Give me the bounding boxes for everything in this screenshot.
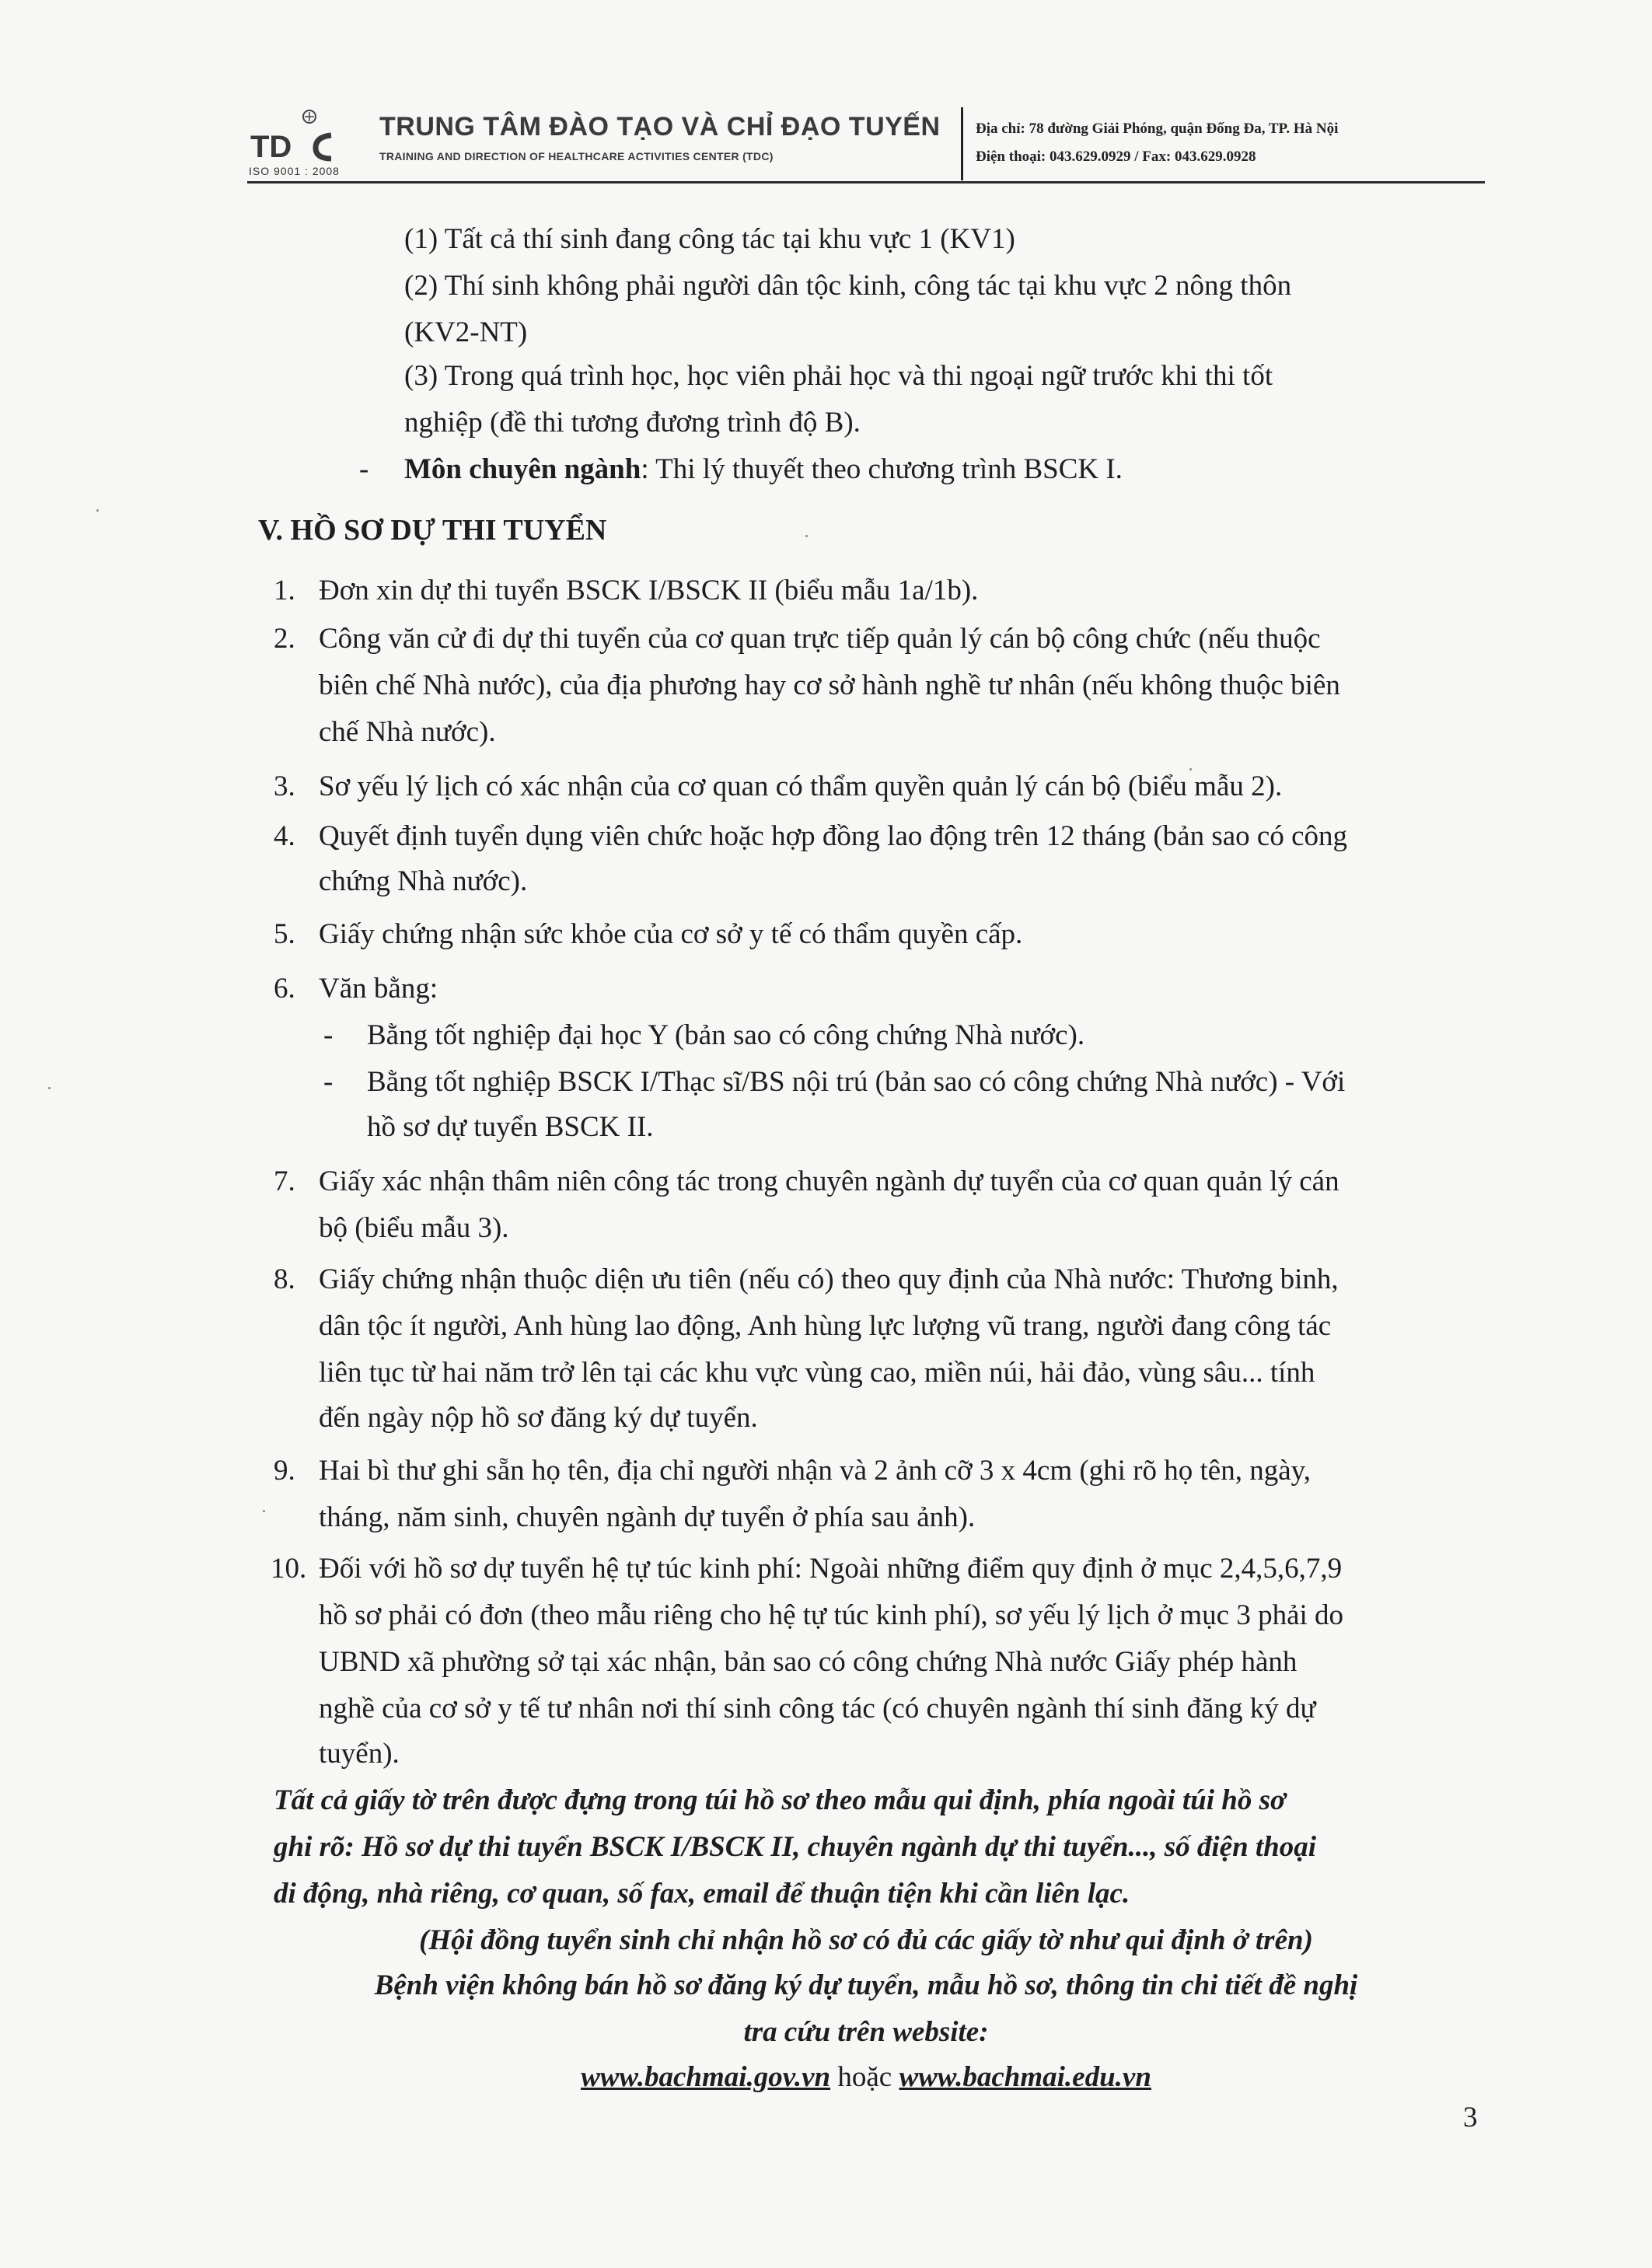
item-number: 1. <box>274 575 295 606</box>
note-1: (1) Tất cả thí sinh đang công tác tại khu vực 1 (KV1) <box>404 223 1015 255</box>
item-number: 10. <box>271 1553 307 1585</box>
item-8-line: dân tộc ít người, Anh hùng lao động, Anh hùng lực lượng vũ trang, người đang công tác <box>319 1310 1332 1342</box>
header-divider <box>961 107 963 180</box>
item-8-line: liên tục từ hai năm trở lên tại các khu vực vùng cao, miền núi, hải đảo, vùng sâu... tính <box>319 1357 1315 1389</box>
item-10-line: Đối với hồ sơ dự tuyển hệ tự túc kinh phí: Ngoài những điểm quy định ở mục 2,4,5,6,7,9 <box>319 1553 1343 1585</box>
degree-1: Bằng tốt nghiệp đại học Y (bản sao có công chứng Nhà nước). <box>367 1019 1085 1051</box>
closing-line-5: Bệnh viện không bán hồ sơ đăng ký dự tuyển, mẫu hồ sơ, thông tin chi tiết đề nghị <box>374 1969 1358 2001</box>
website-or: hoặc <box>830 2061 899 2093</box>
tdc-logo <box>247 106 364 176</box>
item-number: 5. <box>274 918 295 950</box>
phone-fax: Điện thoại: 043.629.0929 / Fax: 043.629.0928 <box>976 149 1256 165</box>
item-5-line: Giấy chứng nhận sức khỏe của cơ sở y tế có thẩm quyền cấp. <box>319 918 1023 950</box>
item-7-line: Giấy xác nhận thâm niên công tác trong chuyên ngành dự tuyển của cơ quan quản lý cán <box>319 1165 1339 1197</box>
item-number: 4. <box>274 820 295 852</box>
item-9-line: tháng, năm sinh, chuyên ngành dự tuyển ở phía sau ảnh). <box>319 1501 976 1533</box>
closing-line-2: ghi rõ: Hồ sơ dự thi tuyển BSCK I/BSCK II, chuyên ngành dự thi tuyển..., số điện thoại <box>274 1831 1317 1863</box>
website-line <box>247 2060 1485 2095</box>
specialty-subject <box>404 453 1123 487</box>
item-10-line: nghề của cơ sở y tế tư nhân nơi thí sinh công tác (có chuyên ngành thí sinh đăng ký dự <box>319 1693 1316 1725</box>
degree-2-line-2: hồ sơ dự tuyển BSCK II. <box>367 1111 654 1143</box>
section-title: V. HỒ SƠ DỰ THI TUYỂN <box>258 514 607 547</box>
specialty-text: : Thi lý thuyết theo chương trình BSCK I. <box>641 453 1123 485</box>
item-3-line: Sơ yếu lý lịch có xác nhận của cơ quan có thẩm quyền quản lý cán bộ (biểu mẫu 2). <box>319 771 1283 802</box>
svg-text:TD: TD <box>250 130 292 164</box>
page-number: 3 <box>1463 2102 1478 2133</box>
note-3-line-1: (3) Trong quá trình học, học viên phải học và thi ngoại ngữ trước khi thi tốt <box>404 360 1273 392</box>
item-10-line: tuyển). <box>319 1738 400 1770</box>
item-number: 2. <box>274 623 295 655</box>
item-number: 6. <box>274 973 295 1005</box>
closing-line-3: di động, nhà riêng, cơ quan, số fax, email để thuận tiện khi cần liên lạc. <box>274 1878 1130 1910</box>
item-number: 7. <box>274 1165 295 1197</box>
item-1-line: Đơn xin dự thi tuyển BSCK I/BSCK II (biểu mẫu 1a/1b). <box>319 575 979 606</box>
item-10-line: UBND xã phường sở tại xác nhận, bản sao có công chứng Nhà nước Giấy phép hành <box>319 1646 1298 1678</box>
item-2-line: chế Nhà nước). <box>319 716 496 748</box>
item-7-line: bộ (biểu mẫu 3). <box>319 1212 509 1244</box>
bullet-dash: - <box>359 453 369 485</box>
scan-speck <box>263 1510 265 1512</box>
item-2-line: biên chế Nhà nước), của địa phương hay cơ sở hành nghề tư nhân (nếu không thuộc biên <box>319 669 1340 701</box>
closing-line-4: (Hội đồng tuyển sinh chỉ nhận hồ sơ có đủ các giấy tờ như qui định ở trên) <box>419 1924 1313 1956</box>
organization-name <box>379 112 941 162</box>
iso-certification: ISO 9001 : 2008 <box>249 165 340 177</box>
bullet-dash: - <box>323 1019 334 1051</box>
item-8-line: đến ngày nộp hồ sơ đăng ký dự tuyển. <box>319 1402 758 1434</box>
header-rule <box>247 181 1485 183</box>
scan-speck <box>96 509 99 512</box>
closing-line-6: tra cứu trên website: <box>743 2016 989 2048</box>
item-number: 8. <box>274 1263 295 1295</box>
note-2-line-2: (KV2-NT) <box>404 316 528 348</box>
letterhead <box>247 101 1485 182</box>
item-6-line: Văn bằng: <box>319 973 438 1005</box>
closing-line-1: Tất cả giấy tờ trên được đựng trong túi hồ sơ theo mẫu qui định, phía ngoài túi hồ sơ <box>274 1784 1286 1816</box>
note-2-line-1: (2) Thí sinh không phải người dân tộc kinh, công tác tại khu vực 2 nông thôn <box>404 270 1292 302</box>
org-name-vietnamese: TRUNG TÂM ĐÀO TẠO VÀ CHỈ ĐẠO TUYẾN <box>379 112 941 142</box>
org-name-english: TRAINING AND DIRECTION OF HEALTHCARE ACTIVITIES CENTER (TDC) <box>379 150 774 162</box>
item-4-line: chứng Nhà nước). <box>319 865 528 897</box>
website-link-gov[interactable]: www.bachmai.gov.vn <box>581 2061 831 2093</box>
item-8-line: Giấy chứng nhận thuộc diện ưu tiên (nếu có) theo quy định của Nhà nước: Thương binh, <box>319 1263 1339 1295</box>
degree-2-line-1: Bằng tốt nghiệp BSCK I/Thạc sĩ/BS nội trú (bản sao có công chứng Nhà nước) - Với <box>367 1066 1346 1098</box>
address: Địa chỉ: 78 đường Giải Phóng, quận Đống Đa, TP. Hà Nội <box>976 121 1339 137</box>
item-9-line: Hai bì thư ghi sẵn họ tên, địa chỉ người nhận và 2 ảnh cỡ 3 x 4cm (ghi rõ họ tên, ngày, <box>319 1455 1311 1487</box>
note-3-line-2: nghiệp (đề thi tương đương trình độ B). <box>404 407 861 439</box>
bullet-dash: - <box>323 1066 334 1098</box>
item-10-line: hồ sơ phải có đơn (theo mẫu riêng cho hệ tự túc kinh phí), sơ yếu lý lịch ở mục 3 phải do <box>319 1599 1344 1631</box>
scan-speck <box>48 1087 51 1089</box>
item-number: 9. <box>274 1455 295 1487</box>
specialty-label: Môn chuyên ngành <box>404 453 641 485</box>
item-number: 3. <box>274 771 295 802</box>
item-2-line: Công văn cử đi dự thi tuyển của cơ quan trực tiếp quản lý cán bộ công chức (nếu thuộc <box>319 623 1321 655</box>
website-link-edu[interactable]: www.bachmai.edu.vn <box>899 2061 1151 2093</box>
contact-info <box>976 115 1338 171</box>
item-4-line: Quyết định tuyển dụng viên chức hoặc hợp đồng lao động trên 12 tháng (bản sao có công <box>319 820 1348 852</box>
scan-speck <box>1189 768 1192 771</box>
scan-speck <box>805 535 808 537</box>
